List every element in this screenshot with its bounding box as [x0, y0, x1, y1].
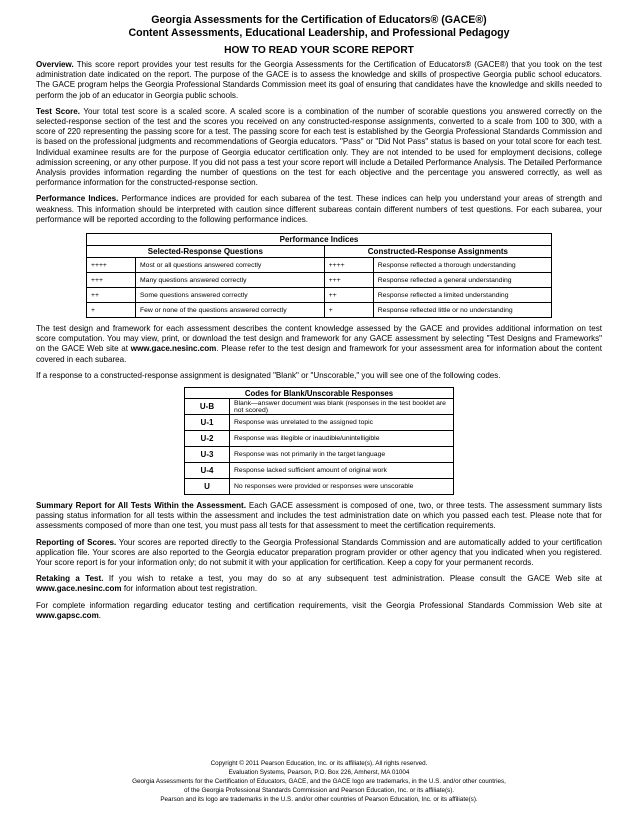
code-label: U-B — [185, 399, 230, 415]
overview-paragraph — [36, 60, 602, 101]
pi-cr-symbol: + — [324, 303, 373, 318]
copyright-footer — [36, 759, 602, 804]
code-label: U-4 — [185, 463, 230, 479]
pi-cr-description: Response reflected a thorough understanding — [373, 258, 551, 273]
pi-sr-symbol: +++ — [87, 273, 136, 288]
blank-unscorable-codes-table — [184, 387, 454, 495]
footer-line: Evaluation Systems, Pearson, P.O. Box 226, Amherst, MA 01004 — [228, 769, 410, 776]
pi-cr-symbol: ++++ — [324, 258, 373, 273]
code-description: Response was not primarily in the target language — [230, 447, 454, 463]
test-score-text: Your total test score is a scaled score. A scaled score is a combination of the number of scorable questions you answered correctly on the selected-response section of the test and the scores you received on any constructed-response assignments, converted to a scale from 100 to 300, with a score of 220 representing the passing score for a test. The passing score for each test is established by the Georgia Professional Standards Commission and is based on the professional judgments and recommendations of Georgia educators. "Pass" or "Did Not Pass" status is based on your total score for each test. Individual examinee results are for the purpose of Georgia educator certification only. They are not intended to be used for employment decisions, college admission screening, or any other purpose. If you did not pass a test your score report will include a Detailed Performance Analysis. The Detailed Performance Analysis provides information regarding the number of questions on the test for each objective and the percentage you answered correctly, as well as performance information for the constructed-response section. — [36, 106, 603, 188]
retaking-text-after: for information about test registration. — [123, 584, 258, 594]
pi-sr-symbol: + — [87, 303, 136, 318]
gapsc-website-link[interactable]: www.gapsc.com — [36, 610, 99, 620]
code-description: Response was illegible or inaudible/unintelligible — [230, 431, 454, 447]
code-label: U — [185, 479, 230, 495]
performance-indices-lead: Performance Indices. — [36, 194, 119, 204]
test-design-paragraph — [36, 324, 602, 365]
report-subtitle: HOW TO READ YOUR SCORE REPORT — [224, 45, 414, 56]
table-row — [87, 288, 552, 303]
code-description: Response lacked sufficient amount of original work — [230, 463, 454, 479]
summary-lead: Summary Report for All Tests Within the Assessment. — [36, 501, 246, 511]
pi-cr-header: Constructed-Response Assignments — [324, 246, 551, 258]
summary-text: Each GACE assessment is composed of one, two, or three tests. The assessment summary lists passing status information for all tests within the assessment and includes the test administration date on which you passed each test. Please note that for assessments composed of more than one test, you must pass all tests for that assessment to meet the certification requirements. — [36, 501, 602, 531]
pi-sr-description: Some questions answered correctly — [136, 288, 325, 303]
performance-indices-paragraph — [36, 194, 602, 225]
reporting-text: Your scores are reported directly to the Georgia Professional Standards Commission and are automatically added to your certification application file. Your scores are also reported to the Georgia educator preparation program provider or other agency that you indicated when you registered. Your score report is for your information only; do not submit it with your application for certification. Keep a copy for your permanent records. — [36, 537, 602, 568]
retaking-text: If you wish to retake a test, you may do so at any subsequent test administration. Please consult the GACE Web site at — [108, 574, 602, 584]
retaking-paragraph — [36, 574, 602, 594]
gace-website-link[interactable]: www.gace.nesinc.com — [130, 344, 217, 354]
performance-indices-text: Performance indices are provided for each subarea of the test. These indices can help you understand your areas of strength and weakness. This information should be interpreted with caution since different subareas contain different numbers of test questions. For each subarea, your performance will be reported according to the following performance indices. — [36, 194, 602, 224]
codes-table-title: Codes for Blank/Unscorable Responses — [185, 388, 454, 399]
pi-table-title: Performance Indices — [87, 234, 552, 246]
footer-line: Pearson and its logo are trademarks in the U.S. and/or other countries of Pearson Education, Inc. or its affiliate(s). — [160, 796, 478, 803]
pi-sr-description: Many questions answered correctly — [136, 273, 325, 288]
test-score-paragraph — [36, 107, 602, 189]
table-row — [87, 273, 552, 288]
table-row — [87, 258, 552, 273]
pi-sr-symbol: ++ — [87, 288, 136, 303]
table-row — [185, 463, 454, 479]
pi-sr-symbol: ++++ — [87, 258, 136, 273]
header-title-line2: Content Assessments, Educational Leadership, and Professional Pedagogy — [128, 27, 510, 39]
pi-cr-symbol: ++ — [324, 288, 373, 303]
overview-lead: Overview. — [36, 60, 74, 69]
footer-line: Georgia Assessments for the Certification of Educators, GACE, and the GACE logo are trademarks, in the U.S. and/or other countries, — [132, 778, 506, 785]
code-description: Blank—answer document was blank (responses in the test booklet are not scored) — [230, 399, 454, 415]
overview-text: This score report provides your test results for the Georgia Assessments for the Certification of Educators® (GACE®) that you took on the test administration date indicated on the report. The purpose of the GACE is to assess the knowledge and skills of prospective Georgia public school educators. The GACE program helps the Georgia Professional Standards Commission meet its goal of ensuring that candidates have the knowledge and skills needed to perform the job of an educator in Georgia public schools. — [36, 60, 602, 100]
table-row — [185, 431, 454, 447]
test-design-text-after: . Please refer to the test design and framework for your assessment area for information about the content covered in each subarea. — [36, 344, 602, 364]
table-row — [185, 399, 454, 415]
complete-info-paragraph — [36, 601, 602, 621]
pi-cr-description: Response reflected a general understanding — [373, 273, 551, 288]
complete-info-text-after: . — [98, 610, 102, 620]
test-score-lead: Test Score. — [36, 106, 81, 116]
table-row — [185, 447, 454, 463]
score-report-page — [36, 14, 602, 621]
pi-cr-description: Response reflected a limited understanding — [373, 288, 551, 303]
pi-sr-description: Few or none of the questions answered correctly — [136, 303, 325, 318]
pi-cr-symbol: +++ — [324, 273, 373, 288]
reporting-paragraph — [36, 538, 602, 569]
report-header — [36, 14, 602, 40]
test-design-text: The test design and framework for each assessment describes the content knowledge assessed by the GACE and provides additional information on test score computation. You may view, print, or download the test design and framework for any GACE assessment by selecting "Test Designs and Frameworks" on the GACE Web site at — [36, 324, 602, 354]
table-row — [185, 415, 454, 431]
code-label: U-1 — [185, 415, 230, 431]
pi-sr-description: Most or all questions answered correctly — [136, 258, 325, 273]
code-description: Response was unrelated to the assigned topic — [230, 415, 454, 431]
complete-info-text: For complete information regarding educator testing and certification requirements, visit the Georgia Professional Standards Commission Web site at — [36, 600, 602, 610]
pi-sr-header: Selected-Response Questions — [87, 246, 325, 258]
footer-line: Copyright © 2011 Pearson Education, Inc. or its affiliate(s). All rights reserved. — [210, 760, 428, 767]
summary-paragraph — [36, 501, 602, 532]
blank-codes-intro: If a response to a constructed-response assignment is designated "Blank" or "Unscorable," you will see one of the following codes. — [36, 370, 501, 380]
footer-line: of the Georgia Professional Standards Commission and Pearson Education, Inc. or its affiliate(s). — [183, 787, 455, 794]
code-label: U-2 — [185, 431, 230, 447]
table-row — [87, 303, 552, 318]
code-description: No responses were provided or responses were unscorable — [230, 479, 454, 495]
table-row — [185, 479, 454, 495]
code-label: U-3 — [185, 447, 230, 463]
gace-registration-link[interactable]: www.gace.nesinc.com — [36, 584, 122, 594]
retaking-lead: Retaking a Test. — [36, 574, 104, 584]
reporting-lead: Reporting of Scores. — [36, 537, 117, 547]
pi-cr-description: Response reflected little or no understanding — [373, 303, 551, 318]
performance-indices-table — [86, 233, 552, 318]
header-title-line1: Georgia Assessments for the Certification of Educators® (GACE®) — [151, 14, 487, 26]
